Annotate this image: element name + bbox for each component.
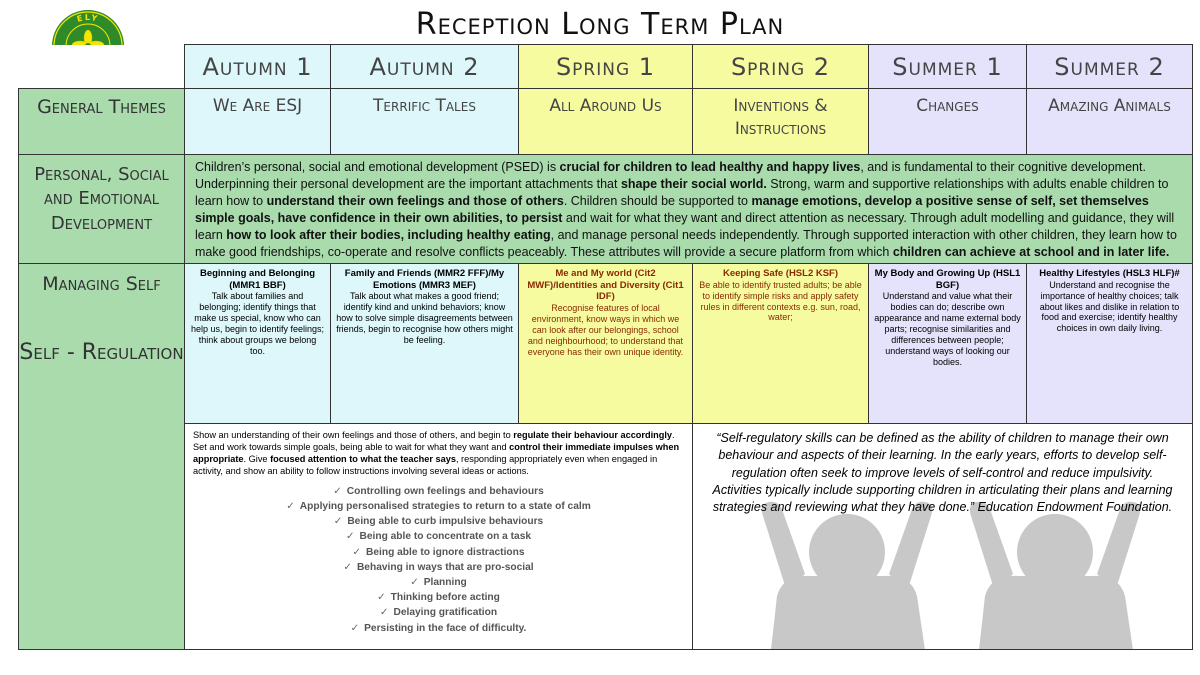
emphasis-text: understand their own feelings and those of others — [266, 194, 564, 208]
checklist-item — [193, 545, 684, 560]
row-label-psed: Personal, Social and Emotional Development — [19, 155, 185, 264]
body-text: . Give — [243, 453, 271, 464]
unit-title: Keeping Safe (HSL2 KSF) — [722, 268, 839, 279]
emphasis-text: focused attention to what the teacher says — [270, 453, 456, 464]
checklist-item — [193, 529, 684, 544]
unit-content: Talk about what makes a good friend; identify kind and unkind behaviors; know how to solve simple disagreements between friends, begin to recognise how others might be feeling. — [336, 291, 513, 346]
term-header: Summer 1 — [869, 45, 1027, 89]
term-header: Autumn 1 — [185, 45, 331, 89]
term-header: Spring 1 — [519, 45, 693, 89]
check-icon: ✓ — [379, 607, 389, 619]
check-icon: ✓ — [345, 531, 355, 543]
term-header: Autumn 2 — [331, 45, 519, 89]
theme-cell: All Around Us — [519, 89, 693, 155]
corner-cell — [19, 45, 185, 89]
check-icon: ✓ — [333, 516, 343, 528]
emphasis-text: manage emotions, develop a positive sense of self, set themselves simple goals, have confidence in their own abilities, to persist — [195, 194, 1149, 225]
checklist-item — [193, 590, 684, 605]
checklist-item — [193, 560, 684, 575]
checklist-text: Thinking before acting — [390, 592, 500, 604]
unit-cell — [185, 264, 331, 424]
checklist-text: Being able to ignore distractions — [366, 546, 525, 558]
term-header: Spring 2 — [693, 45, 869, 89]
term-header: Summer 2 — [1027, 45, 1193, 89]
row-label-managing-self — [19, 264, 185, 650]
check-icon: ✓ — [343, 561, 352, 573]
row-label-general-themes: General Themes — [19, 89, 185, 155]
check-icon: ✓ — [410, 577, 419, 589]
checklist-text: Controlling own feelings and behaviours — [346, 485, 544, 497]
checklist-item — [193, 575, 684, 590]
body-text: , and is fundamental to their cognitive development. Underpinning their personal development are the important attachments that — [195, 160, 1146, 191]
theme-cell: Amazing Animals — [1027, 89, 1193, 155]
unit-title: Beginning and Belonging (MMR1 BBF) — [199, 268, 316, 291]
emphasis-text: crucial for children to lead healthy and happy lives — [559, 160, 861, 174]
unit-content: Recognise features of local environment, know ways in which we can look after our belongings, school and neighbourhood; to understand that everyone has their own unique identity. — [527, 302, 684, 357]
unit-content: Understand and recognise the importance of healthy choices; talk about likes and dislike in relation to food and exercise; identify healthy choices in own daily living. — [1039, 279, 1180, 334]
body-text: Show an understanding of their own feelings and those of others, and begin to — [193, 430, 514, 440]
self-regulation-text — [193, 430, 684, 478]
check-icon: ✓ — [286, 501, 295, 513]
long-term-plan-table — [18, 44, 1193, 650]
emphasis-text: children can achieve at school and in later life. — [892, 245, 1170, 259]
checklist-text: Being able to curb impulsive behaviours — [347, 516, 544, 528]
checklist-item — [193, 605, 684, 620]
unit-cell — [519, 264, 693, 424]
psed-text — [195, 160, 1177, 259]
unit-title: Family and Friends (MMR2 FFF)/My Emotions (MMR3 MEF) — [344, 268, 505, 291]
self-regulation-label: Self - Regulation — [19, 339, 184, 365]
page-title: Reception Long Term Plan — [415, 7, 785, 42]
checklist-text: Being able to concentrate on a task — [359, 531, 532, 543]
body-text: , and manage personal needs independently. Through supported interaction with other children, they learn how to make good friendships, co-operate and resolve conflicts peaceably. These attributes will provide a secure platform from which — [195, 228, 1177, 259]
checklist-text: Delaying gratification — [393, 607, 498, 619]
checklist-item — [193, 484, 684, 499]
unit-content: Understand and value what their bodies can do; describe own appearance and name external body parts; recognise similarities and differences between people; understand ways of looking our bodies. — [874, 291, 1021, 367]
eef-quote-text: “Self-regulatory skills can be defined as the ability of children to manage their own behaviour and aspects of their learning. In the early years, efforts to develop self-regulation often seek to improve levels of self-control and reduce impulsivity. Activities typically include supporting children in articulating their plans and learning strategies and reviewing what they have done.” Education Endowment Foundation. — [712, 431, 1173, 514]
body-text: Children’s personal, social and emotional development (PSED) is — [195, 160, 560, 174]
self-regulation-checklist — [193, 484, 684, 636]
unit-title: Healthy Lifestyles (HSL3 HLF)# — [1039, 268, 1180, 279]
body-text: . Children should be supported to — [563, 194, 752, 208]
emphasis-text: control their immediate impulses when appropriate — [193, 441, 680, 464]
check-icon: ✓ — [377, 592, 386, 604]
unit-content: Be able to identify trusted adults; be able to identify simple risks and apply safety rules in different contexts e.g. sun, road, water; — [699, 279, 862, 323]
unit-cell — [1027, 264, 1193, 424]
managing-self-label: Managing Self — [42, 273, 161, 295]
checklist-text: Behaving in ways that are pro-social — [356, 561, 534, 573]
check-icon: ✓ — [333, 485, 342, 497]
body-text: , responding appropriately even when engaged in activity, and show an ability to follow instructions involving several ideas or actions. — [193, 453, 658, 476]
checklist-item — [193, 514, 684, 529]
emphasis-text: shape their social world. — [620, 177, 767, 191]
check-icon: ✓ — [350, 622, 360, 634]
self-regulation-box — [185, 424, 693, 650]
emphasis-text: how to look after their bodies, including healthy eating — [226, 228, 551, 242]
theme-cell: Terrific Tales — [331, 89, 519, 155]
unit-title: My Body and Growing Up (HSL1 BGF) — [874, 268, 1021, 291]
unit-cell — [331, 264, 519, 424]
svg-text:ELY: ELY — [75, 12, 101, 24]
theme-cell: Inventions & Instructions — [693, 89, 869, 155]
checklist-text: Planning — [423, 577, 467, 589]
unit-content: Talk about families and belonging; identify things that make us special, know who can help us, begin to identify feelings; think about groups we belong too. — [190, 291, 325, 356]
eef-quote-box — [693, 424, 1193, 650]
check-icon: ✓ — [352, 546, 362, 558]
checklist-item — [193, 499, 684, 514]
checklist-text: Applying personalised strategies to return to a state of calm — [299, 501, 591, 513]
theme-cell: Changes — [869, 89, 1027, 155]
checklist-item — [193, 621, 684, 636]
body-text: Strong, warm and supportive relationships with adults enable children to learn how to — [195, 177, 1169, 208]
psed-description — [185, 155, 1193, 264]
body-text: . Set and work towards simple goals, being able to wait for what they want and — [193, 430, 675, 452]
emphasis-text: regulate their behaviour accordingly — [513, 430, 673, 440]
body-text: and wait for what they want and direct attention as necessary. Through adult modelling and guidance, they will learn — [195, 211, 1175, 242]
theme-cell: We Are ESJ — [185, 89, 331, 155]
checklist-text: Persisting in the face of difficulty. — [364, 622, 527, 634]
unit-cell — [869, 264, 1027, 424]
unit-cell — [693, 264, 869, 424]
unit-title: Me and My world (Cit2 MWF)/Identities and Diversity (Cit1 IDF) — [527, 268, 684, 303]
